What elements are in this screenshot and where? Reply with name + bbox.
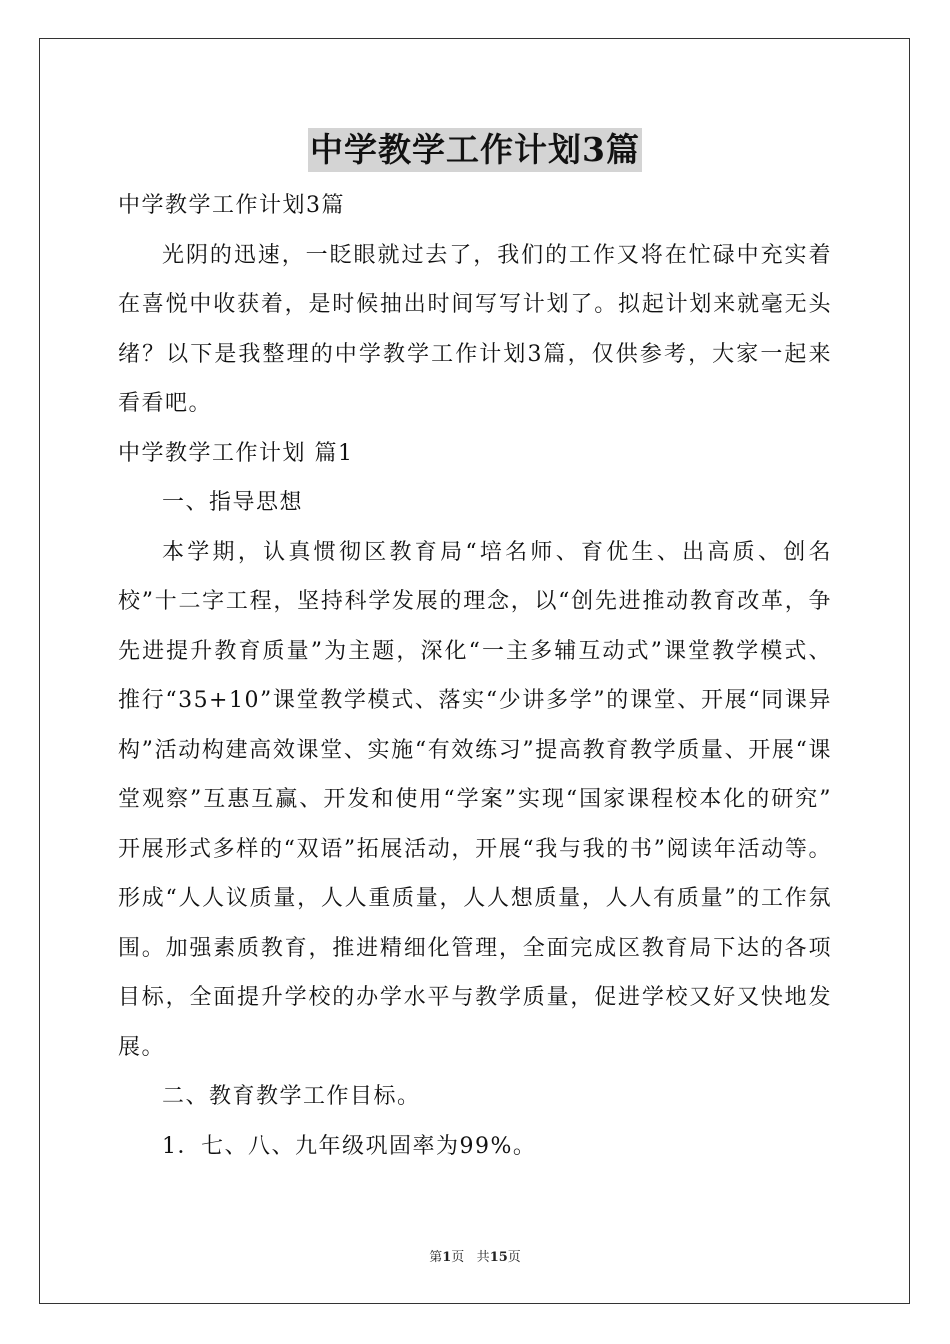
total-prefix: 共 bbox=[476, 1250, 490, 1265]
heading-teaching-goals: 二、教育教学工作目标。 bbox=[162, 1084, 421, 1109]
document-body bbox=[118, 181, 832, 1171]
document-subtitle: 中学教学工作计划3篇 bbox=[118, 193, 345, 218]
intro-paragraph: 光阴的迅速，一眨眼就过去了，我们的工作又将在忙碌中充实着在喜悦中收获着，是时候抽出时间写写计划了。拟起计划来就毫无头绪？以下是我整理的中学教学工作计划3篇，仅供参考，大家一起来看看吧。 bbox=[118, 242, 832, 416]
section-heading-plan-1: 中学教学工作计划 篇1 bbox=[118, 440, 354, 466]
goal-item-1: 1．七、八、九年级巩固率为99%。 bbox=[162, 1133, 537, 1159]
document-title-text: 中学教学工作计划3篇 bbox=[308, 128, 642, 172]
page-suffix: 页 bbox=[451, 1250, 465, 1265]
guiding-thought-paragraph: 本学期，认真惯彻区教育局“培名师、育优生、出高质、创名校”十二字工程，坚持科学发展的理念，以“创先进推动教育改革，争先进提升教育质量”为主题，深化“一主多辅互动式”课堂教学模式、推行“35+10”课堂教学模式、落实“少讲多学”的课堂、开展“同课异构”活动构建高效课堂、实施“有效练习”提高教育教学质量、开展“课堂观察”互惠互赢、开发和使用“学案”实现“国家课程校本化的研究” 开展形式多样的“双语”拓展活动，开展“我与我的书”阅读年活动等。形成“人人议质量，人人重质量，人人想质量，人人有质量”的工作氛围。加强素质教育，推进精细化管理，全面完成区教育局下达的各项目标，全面提升学校的办学水平与教学质量，促进学校又好又快地发展。 bbox=[118, 539, 832, 1060]
page-current: 1 bbox=[442, 1250, 452, 1265]
total-suffix: 页 bbox=[507, 1250, 521, 1265]
document-title bbox=[0, 128, 950, 172]
page-prefix: 第 bbox=[429, 1250, 443, 1265]
heading-guiding-thought: 一、指导思想 bbox=[162, 490, 304, 515]
page-footer bbox=[0, 1246, 950, 1265]
page-total: 15 bbox=[489, 1250, 508, 1265]
